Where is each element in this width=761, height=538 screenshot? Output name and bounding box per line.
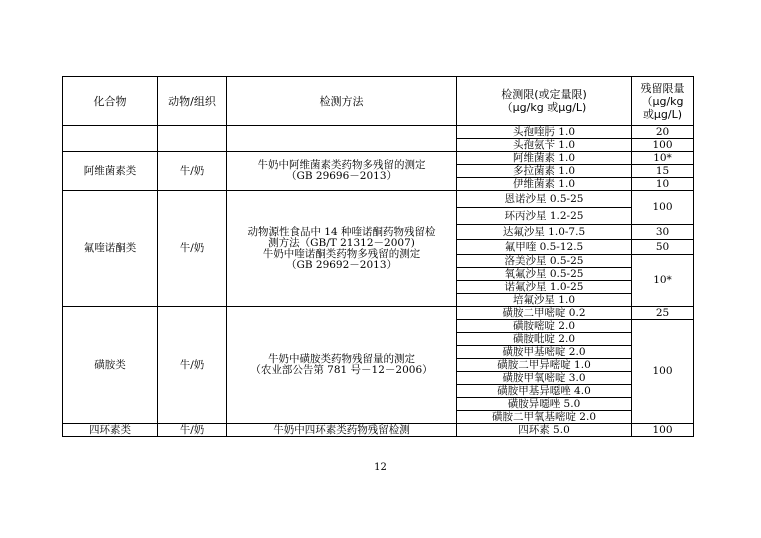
residue-limit-cell: 50 [632,240,694,255]
table-row [63,307,694,320]
compound-cell: 磺胺类 [63,307,158,424]
residue-limit-cell: 10* [632,152,694,165]
drug-limit-cell: 头孢喹肟 1.0 [457,126,632,139]
residue-limit-cell: 100 [632,191,694,225]
method-line: 牛奶中喹诺酮类药物多残留的测定 [262,247,421,260]
drug-limit-cell: 头孢氨苄 1.0 [457,139,632,152]
residue-limit-cell: 100 [632,320,694,424]
residue-limit-cell: 15 [632,165,694,178]
method-cell-empty [227,126,457,152]
drug-limit-cell: 达氟沙星 1.0-7.5 [457,225,632,240]
residue-limit-cell: 10* [632,255,694,307]
header-detection-limit-line1: 检测限(或定量限) [501,88,587,101]
drug-limit-cell: 恩诺沙星 0.5-25 [457,191,632,208]
drug-limit-cell: 氟甲喹 0.5-12.5 [457,240,632,255]
header-detection-limit [457,77,632,126]
drug-limit-cell: 伊维菌素 1.0 [457,178,632,191]
animal-cell: 牛/奶 [158,191,227,307]
method-line: （GB 29692－2013） [285,258,398,271]
drug-limit-cell: 磺胺甲基嘧啶 2.0 [457,346,632,359]
residue-limit-cell: 20 [632,126,694,139]
drug-limit-cell: 多拉菌素 1.0 [457,165,632,178]
drug-limit-cell: 氧氟沙星 0.5-25 [457,268,632,281]
method-line: （GB 29696－2013） [285,170,398,182]
header-method: 检测方法 [227,77,457,126]
page-number: 12 [374,462,387,473]
method-cell [227,307,457,424]
method-line: （农业部公告第 781 号－12－2006） [250,364,433,376]
header-residue-limit-line2: （μg/kg [641,94,684,108]
method-cell [227,152,457,191]
table-row [63,152,694,165]
compound-cell-empty [63,126,158,152]
animal-cell: 牛/奶 [158,424,227,437]
header-compound: 化合物 [63,77,158,126]
drug-residue-table [62,76,694,437]
header-row [63,77,694,126]
header-detection-limit-line2: （μg/kg 或μg/L) [501,101,587,114]
drug-limit-cell: 磺胺二甲嘧啶 0.2 [457,307,632,320]
method-line: 牛奶中磺胺类药物残留量的测定 [268,353,415,365]
method-line: 测方法（GB/T 21312－2007) [268,236,415,249]
header-residue-limit [632,77,694,126]
residue-limit-cell: 30 [632,225,694,240]
residue-limit-cell: 100 [632,139,694,152]
drug-limit-cell: 诺氟沙星 1.0-25 [457,281,632,294]
residue-limit-cell: 25 [632,307,694,320]
table-row [63,191,694,208]
header-residue-limit-line3: 或μg/L) [642,107,683,121]
method-line: 牛奶中阿维菌素类药物多残留的测定 [257,159,426,171]
compound-cell: 氟喹诺酮类 [63,191,158,307]
method-cell: 牛奶中四环素类药物残留检测 [227,424,457,437]
drug-limit-cell: 阿维菌素 1.0 [457,152,632,165]
drug-limit-cell: 磺胺吡啶 2.0 [457,333,632,346]
drug-limit-cell: 环丙沙星 1.2-25 [457,208,632,225]
animal-cell: 牛/奶 [158,152,227,191]
drug-limit-cell: 磺胺异噁唑 5.0 [457,398,632,411]
header-animal-tissue: 动物/组织 [158,77,227,126]
drug-limit-cell: 培氟沙星 1.0 [457,294,632,307]
animal-cell-empty [158,126,227,152]
drug-limit-cell: 磺胺甲氧嘧啶 3.0 [457,372,632,385]
residue-limit-cell: 10 [632,178,694,191]
residue-limit-cell: 100 [632,424,694,437]
drug-limit-cell: 磺胺二甲异嘧啶 1.0 [457,359,632,372]
compound-cell: 阿维菌素类 [63,152,158,191]
animal-cell: 牛/奶 [158,307,227,424]
table-row [63,126,694,139]
header-residue-limit-line1: 残留限量 [640,81,685,95]
method-line: 动物源性食品中 14 种喹诺酮药物残留检 [247,225,436,238]
drug-limit-cell: 洛美沙星 0.5-25 [457,255,632,268]
table-row [63,424,694,437]
drug-limit-cell: 磺胺甲基异噁唑 4.0 [457,385,632,398]
drug-limit-cell: 四环素 5.0 [457,424,632,437]
compound-cell: 四环素类 [63,424,158,437]
method-cell [227,191,457,307]
drug-limit-cell: 磺胺二甲氧基嘧啶 2.0 [457,411,632,424]
drug-limit-cell: 磺胺嘧啶 2.0 [457,320,632,333]
